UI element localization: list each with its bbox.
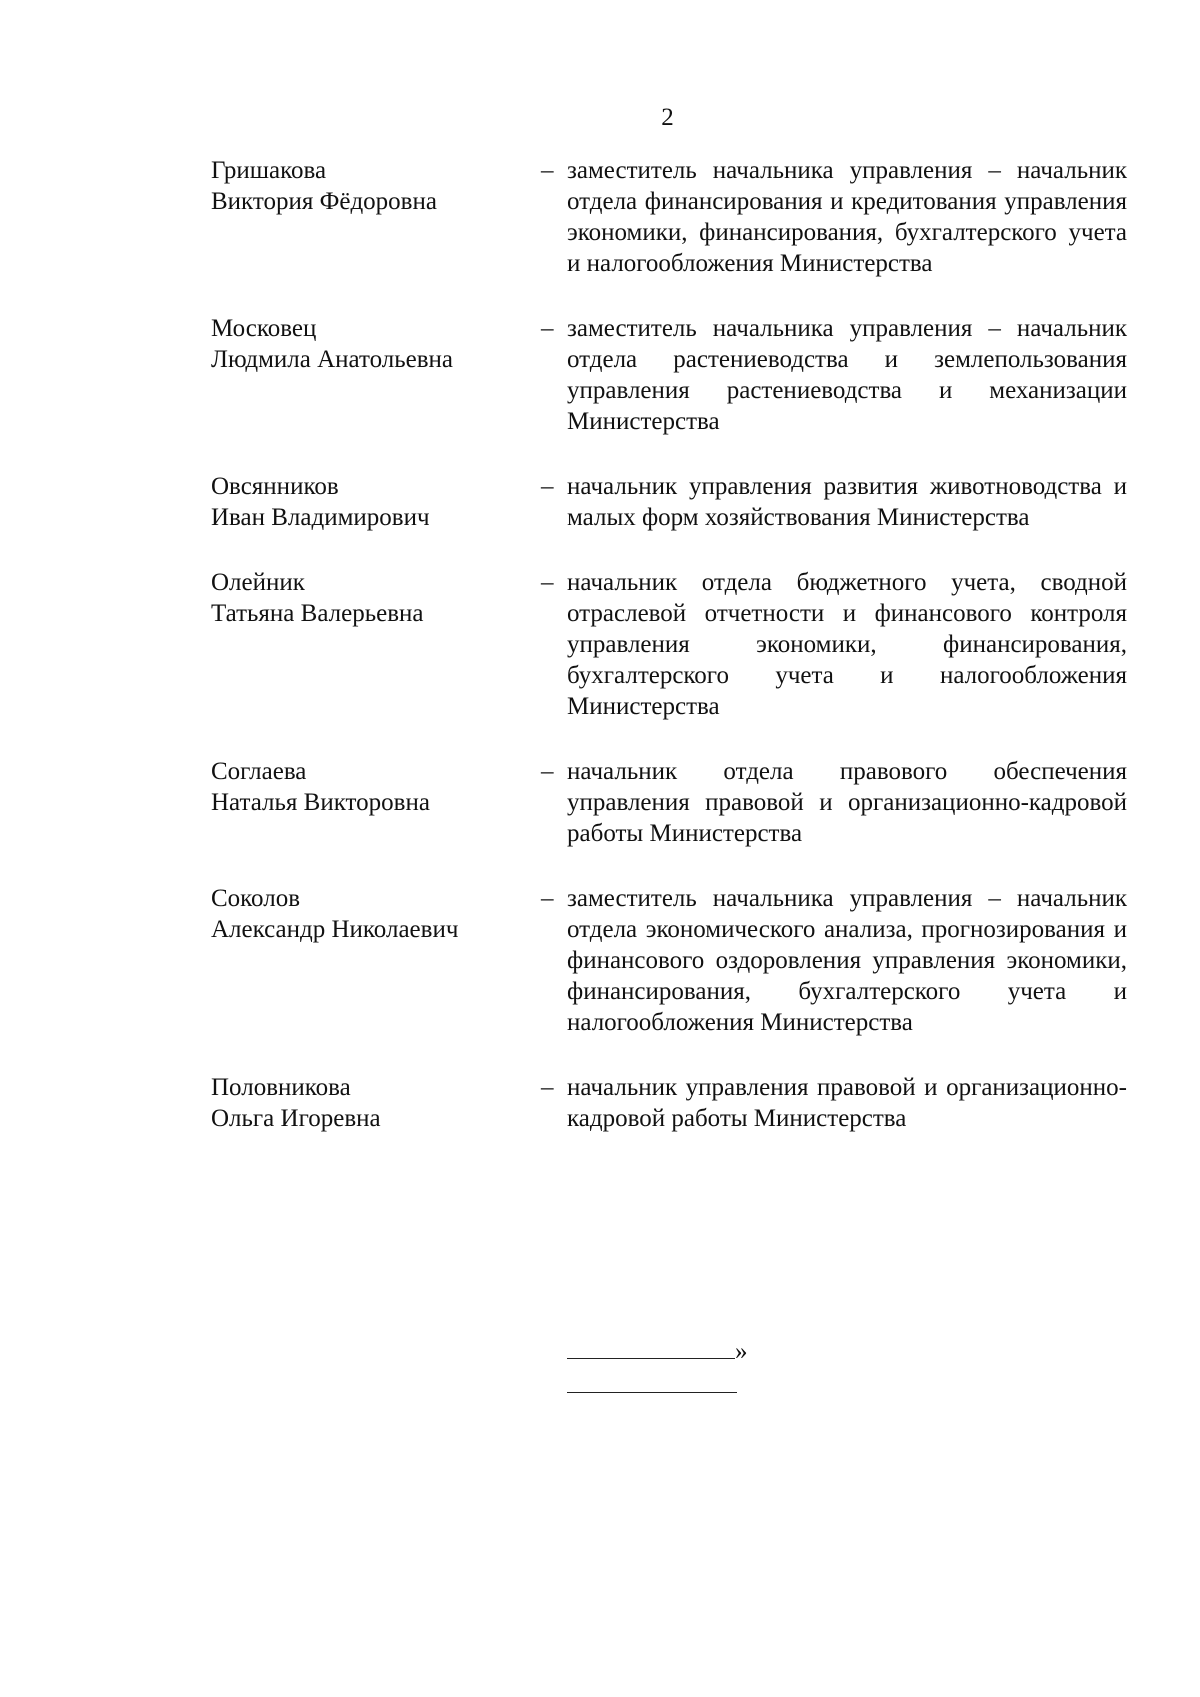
dash: – bbox=[541, 473, 554, 500]
position-text: начальник отдела правового обеспечения управления правовой и организационно-кадровой работы Министерства bbox=[567, 758, 1127, 847]
position-text: начальник управления развития животноводства и малых форм хозяйствования Министерства bbox=[567, 473, 1127, 531]
position-text: начальник отдела бюджетного учета, сводной отраслевой отчетности и финансового контроля управления экономики, финансирования, бухгалтерского учета и налогообложения Министерства bbox=[567, 569, 1127, 720]
given-names: Ольга Игоревна bbox=[211, 1105, 381, 1132]
list-item bbox=[211, 567, 1131, 722]
given-names: Виктория Фёдоровна bbox=[211, 188, 437, 215]
surname: Соколов bbox=[211, 885, 301, 912]
list-item bbox=[211, 471, 1131, 533]
signature-line bbox=[567, 1336, 735, 1359]
end-line bbox=[567, 1392, 737, 1393]
person-position bbox=[541, 567, 1127, 722]
staff-list bbox=[211, 155, 1131, 1168]
given-names: Иван Владимирович bbox=[211, 504, 430, 531]
person-name bbox=[211, 313, 541, 375]
dash: – bbox=[541, 569, 554, 596]
person-name bbox=[211, 1072, 541, 1134]
list-item bbox=[211, 883, 1131, 1038]
position-text: заместитель начальника управления – начальник отдела финансирования и кредитования управления экономики, финансирования, бухгалтерского учета и налогообложения Министерства bbox=[567, 157, 1127, 277]
page-number: 2 bbox=[661, 104, 674, 131]
person-name bbox=[211, 756, 541, 818]
person-name bbox=[211, 155, 541, 217]
surname: Овсянников bbox=[211, 473, 339, 500]
position-text: заместитель начальника управления – начальник отдела растениеводства и землепользования управления растениеводства и механизации Министерства bbox=[567, 315, 1127, 435]
list-item bbox=[211, 756, 1131, 849]
surname: Соглаева bbox=[211, 758, 307, 785]
person-position bbox=[541, 1072, 1127, 1134]
person-position bbox=[541, 756, 1127, 849]
given-names: Наталья Викторовна bbox=[211, 789, 430, 816]
dash: – bbox=[541, 885, 554, 912]
dash: – bbox=[541, 157, 554, 184]
person-name bbox=[211, 567, 541, 629]
person-position bbox=[541, 883, 1127, 1038]
surname: Московец bbox=[211, 315, 317, 342]
closing-mark bbox=[567, 1336, 748, 1366]
person-name bbox=[211, 883, 541, 945]
person-position bbox=[541, 313, 1127, 437]
closing-quote: » bbox=[735, 1338, 748, 1365]
surname: Половникова bbox=[211, 1074, 351, 1101]
person-name bbox=[211, 471, 541, 533]
list-item bbox=[211, 155, 1131, 279]
given-names: Александр Николаевич bbox=[211, 916, 459, 943]
surname: Олейник bbox=[211, 569, 305, 596]
position-text: заместитель начальника управления – начальник отдела экономического анализа, прогнозирования и финансового оздоровления управления экономики, финансирования, бухгалтерского учета и налогообложения Министерства bbox=[567, 885, 1127, 1036]
dash: – bbox=[541, 758, 554, 785]
person-position bbox=[541, 471, 1127, 533]
given-names: Людмила Анатольевна bbox=[211, 346, 454, 373]
dash: – bbox=[541, 1074, 554, 1101]
person-position bbox=[541, 155, 1127, 279]
position-text: начальник управления правовой и организационно-кадровой работы Министерства bbox=[567, 1074, 1127, 1132]
list-item bbox=[211, 313, 1131, 437]
dash: – bbox=[541, 315, 554, 342]
surname: Гришакова bbox=[211, 157, 327, 184]
given-names: Татьяна Валерьевна bbox=[211, 600, 424, 627]
list-item bbox=[211, 1072, 1131, 1134]
